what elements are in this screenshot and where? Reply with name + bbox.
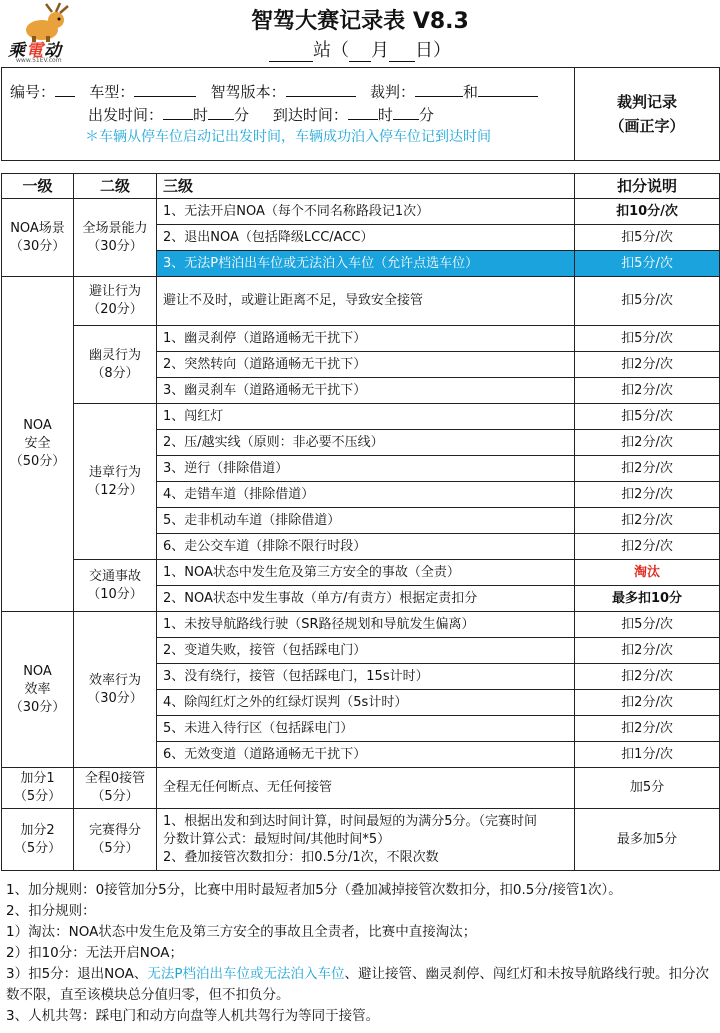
deduct-value: 扣10分/次 (575, 199, 720, 225)
ghost-cell: 幽灵行为 （8分） (74, 326, 157, 404)
note-line: 3、人机共驾：踩电门和动方向盘等人机共驾行为等同于接管。 (6, 1008, 380, 1024)
rule-row: 2、突然转向（道路通畅无干扰下） (157, 352, 575, 378)
deduct-value: 扣5分/次 (575, 612, 720, 638)
deduct-value: 扣2分/次 (575, 430, 720, 456)
rule-row: 1、根据出发和到达时间计算，时间最短的为满分5分。（完赛时间 分数计算公式：最短时间/其他时间*5） 2、叠加接管次数扣分：扣0.5分/1次，不限次数 (157, 809, 575, 871)
efficiency-cell: 效率行为 （30分） (74, 612, 157, 768)
arrive-hour-blank[interactable] (348, 103, 378, 120)
deduct-value: 扣2分/次 (575, 508, 720, 534)
judge-record-header: 裁判记录 （画正字） (575, 68, 720, 161)
rule-row: 避让不及时，或避让距离不足，导致安全接管 (157, 277, 575, 326)
bonus-value: 加5分 (575, 768, 720, 809)
note-line: 2）扣10分：无法开启NOA； (6, 945, 183, 961)
info-cell: 编号： 车型： 智驾版本： 裁判： 和 出发时间： 时 分 到达时间： 时 分 ＊车辆从停车位启动记出发时间，车辆成功泊入停车位记到达时间 (2, 68, 575, 161)
rule-row: 6、无效变道（道路通畅无干扰下） (157, 742, 575, 768)
bonus2-cell: 加分2 （5分） (2, 809, 74, 871)
bonus-value: 最多加5分 (575, 809, 720, 871)
rule-row: 3、逆行（排除借道） (157, 456, 575, 482)
accident-cell: 交通事故 （10分） (74, 560, 157, 612)
deduct-value: 扣2分/次 (575, 534, 720, 560)
logo-wordmark: 乘電动 (8, 41, 62, 61)
finish-score-cell: 完赛得分 （5分） (74, 809, 157, 871)
noa-efficiency-cell: NOA 效率 （30分） (2, 612, 74, 768)
score-table (1, 67, 720, 871)
depart-hour-blank[interactable] (163, 103, 193, 120)
col-level1: 一级 (2, 174, 74, 199)
number-blank[interactable] (55, 80, 75, 97)
deduct-value: 扣5分/次 (575, 225, 720, 251)
avoid-cell: 避让行为 （20分） (74, 277, 157, 326)
noa-scene-cell: NOA场景 （30分） (2, 199, 74, 277)
deduct-value: 扣2分/次 (575, 378, 720, 404)
deduct-value: 扣2分/次 (575, 638, 720, 664)
version-blank[interactable] (286, 80, 356, 97)
time-note: ＊车辆从停车位启动记出发时间，车辆成功泊入停车位记到达时间 (85, 129, 491, 145)
note-line: 2、扣分规则： (6, 903, 96, 919)
rule-row: 2、压/越实线（原则：非必要不压线） (157, 430, 575, 456)
deduct-value: 扣5分/次 (575, 404, 720, 430)
page-title: 智驾大赛记录表 V8.3 (251, 9, 469, 34)
referee2-blank[interactable] (478, 80, 538, 97)
deduct-value-eliminate: 淘汰 (575, 560, 720, 586)
deduct-value: 扣5分/次 (575, 326, 720, 352)
zero-takeover-cell: 全程0接管 （5分） (74, 768, 157, 809)
rule-row: 2、变道失败，接管（包括踩电门） (157, 638, 575, 664)
station-blank[interactable] (269, 41, 313, 62)
rule-row: 6、走公交车道（排除不限行时段） (157, 534, 575, 560)
rule-row: 全程无任何断点、无任何接管 (157, 768, 575, 809)
rule-row: 5、未进入待行区（包括踩电门） (157, 716, 575, 742)
note-line: 3）扣5分：退出NOA、无法P档泊出车位或无法泊入车位、避让接管、幽灵刹停、闯红灯和未按导航路线行驶。扣分次数不限，直至该模块总分值归零，但不扣负分。 (6, 966, 710, 1003)
col-level3: 三级 (157, 174, 575, 199)
col-level2: 二级 (74, 174, 157, 199)
violation-cell: 违章行为 （12分） (74, 404, 157, 560)
rule-row: 2、退出NOA（包括降级LCC/ACC） (157, 225, 575, 251)
rule-row: 3、没有绕行，接管（包括踩电门，15s计时） (157, 664, 575, 690)
bonus1-cell: 加分1 （5分） (2, 768, 74, 809)
deduct-value: 扣2分/次 (575, 690, 720, 716)
rule-row: 4、除闯红灯之外的红绿灯误判（5s计时） (157, 690, 575, 716)
date-line: 站（ 月 日） (0, 36, 720, 62)
deduct-value: 扣5分/次 (575, 251, 720, 277)
deduct-value: 扣1分/次 (575, 742, 720, 768)
rules-notes (6, 880, 712, 1027)
rule-row: 1、无法开启NOA（每个不同名称路段记1次） (157, 199, 575, 225)
arrive-minute-blank[interactable] (393, 103, 419, 120)
rule-row: 2、NOA状态中发生事故（单方/有责方）根据定责扣分 (157, 586, 575, 612)
noa-safety-cell: NOA 安全 （50分） (2, 277, 74, 612)
deduct-value: 扣2分/次 (575, 664, 720, 690)
deduct-value: 扣5分/次 (575, 277, 720, 326)
depart-minute-blank[interactable] (208, 103, 234, 120)
rule-row: 1、幽灵刹停（道路通畅无干扰下） (157, 326, 575, 352)
day-blank[interactable] (389, 41, 415, 62)
rule-row: 1、未按导航路线行驶（SR路径规划和导航发生偏离） (157, 612, 575, 638)
rule-row: 3、幽灵刹车（道路通畅无干扰下） (157, 378, 575, 404)
logo-url: www.51EV.com (16, 57, 62, 64)
month-blank[interactable] (349, 41, 371, 62)
model-blank[interactable] (134, 80, 196, 97)
deduct-value: 扣2分/次 (575, 456, 720, 482)
rule-row: 1、闯红灯 (157, 404, 575, 430)
rule-row: 5、走非机动车道（排除借道） (157, 508, 575, 534)
col-deduct: 扣分说明 (575, 174, 720, 199)
rule-row: 1、NOA状态中发生危及第三方安全的事故（全责） (157, 560, 575, 586)
header (0, 0, 720, 68)
note-line: 1）淘汰：NOA状态中发生危及第三方安全的事故且全责者，比赛中直接淘汰； (6, 924, 477, 940)
deduct-value: 扣2分/次 (575, 482, 720, 508)
deduct-value: 扣2分/次 (575, 352, 720, 378)
note-line: 1、加分规则：0接管加分5分，比赛中用时最短者加5分（叠加减掉接管次数扣分，扣0.5分/接管1次）。 (6, 882, 622, 898)
deduct-value: 最多扣10分 (575, 586, 720, 612)
rule-row-highlight: 3、无法P档泊出车位或无法泊入车位（允许点选车位） (157, 251, 575, 277)
rule-row: 4、走错车道（排除借道） (157, 482, 575, 508)
full-scene-cell: 全场景能力 （30分） (74, 199, 157, 277)
referee1-blank[interactable] (415, 80, 463, 97)
deduct-value: 扣2分/次 (575, 716, 720, 742)
